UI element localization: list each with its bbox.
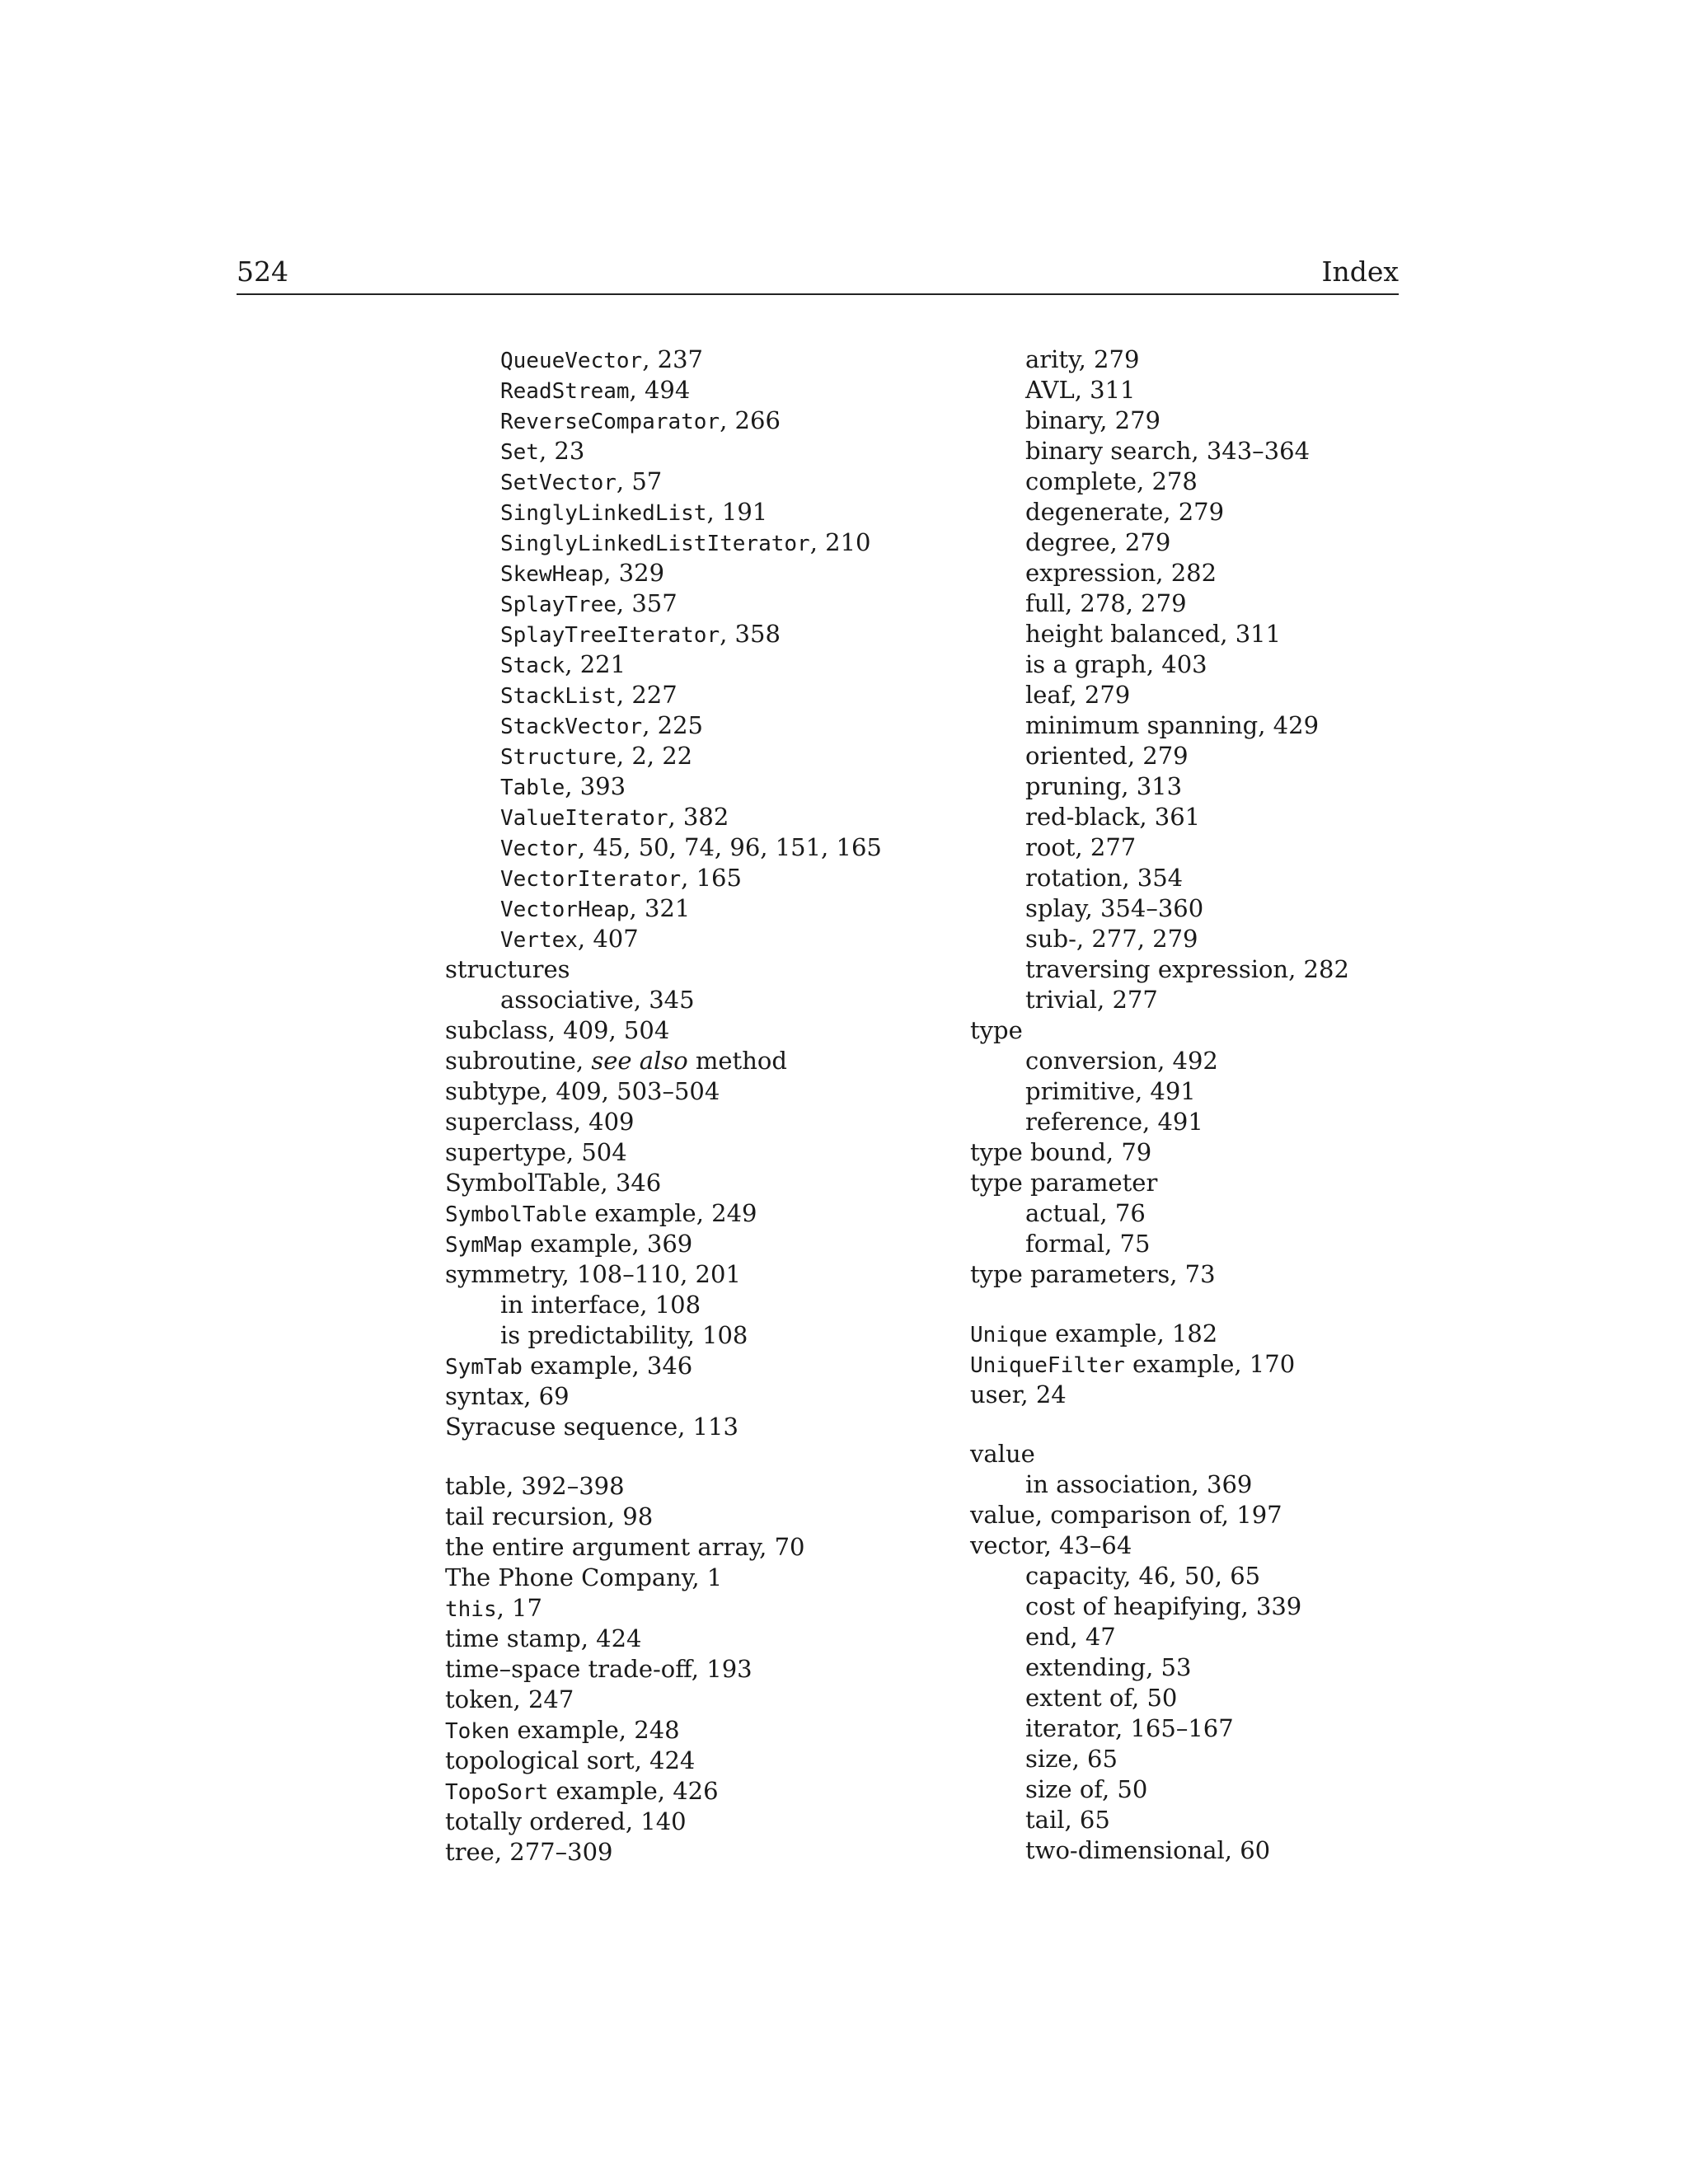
index-subentry — [970, 527, 1432, 558]
index-column-left — [445, 344, 956, 1868]
index-subentry — [445, 436, 956, 466]
code-term: ValueIterator — [500, 806, 668, 831]
code-term: Table — [500, 776, 565, 800]
index-entry — [970, 1500, 1432, 1530]
code-term: Stack — [500, 654, 565, 678]
index-subentry — [970, 649, 1432, 680]
index-subentry — [970, 710, 1432, 741]
index-entry — [445, 954, 956, 985]
entry-text: red-black, 361 — [1025, 803, 1201, 831]
index-subentry — [445, 832, 956, 863]
entry-text: pruning, 313 — [1025, 772, 1183, 800]
index-entry — [445, 1837, 956, 1868]
index-subentry — [970, 1805, 1432, 1835]
entry-text: tail recursion, 98 — [445, 1502, 654, 1530]
entry-text: root, 277 — [1025, 833, 1137, 861]
index-entry — [970, 1530, 1432, 1561]
index-column-right — [970, 344, 1432, 1866]
entry-text: cost of heapifying, 339 — [1025, 1592, 1302, 1620]
entry-text: type parameters, 73 — [970, 1260, 1216, 1288]
index-subentry — [445, 741, 956, 771]
index-subentry — [970, 405, 1432, 436]
code-term: VectorIterator — [500, 867, 682, 892]
index-subentry — [445, 985, 956, 1015]
index-entry — [445, 1471, 956, 1502]
index-subentry — [970, 1046, 1432, 1076]
entry-text: totally ordered, 140 — [445, 1807, 687, 1835]
code-term: QueueVector — [500, 349, 643, 373]
entry-text: example, 248 — [509, 1716, 680, 1744]
entry-text: size, 65 — [1025, 1745, 1118, 1773]
code-term: Unique — [970, 1323, 1048, 1347]
entry-text: , 165 — [681, 864, 742, 892]
index-entry — [445, 1593, 956, 1624]
entry-text: two-dimensional, 60 — [1025, 1836, 1271, 1864]
code-term: SymTab — [445, 1355, 523, 1380]
entry-text: , 266 — [720, 406, 781, 434]
entry-text: , 494 — [629, 376, 691, 404]
index-subentry — [970, 1835, 1432, 1866]
index-entry — [445, 1412, 956, 1442]
entry-text: syntax, 69 — [445, 1382, 570, 1410]
code-term: SkewHeap — [500, 562, 604, 587]
entry-text: arity, 279 — [1025, 345, 1140, 373]
entry-text: associative, 345 — [500, 986, 695, 1014]
index-subentry — [970, 1652, 1432, 1683]
index-entry — [445, 1168, 956, 1198]
index-subentry — [970, 1774, 1432, 1805]
index-subentry — [970, 619, 1432, 649]
page-header — [237, 247, 1399, 295]
code-term: SetVector — [500, 471, 617, 495]
entry-text: , 321 — [629, 894, 691, 922]
entry-text: symmetry, 108–110, 201 — [445, 1260, 741, 1288]
index-subentry — [970, 1229, 1432, 1259]
index-entry — [445, 1198, 956, 1229]
index-entry — [445, 1685, 956, 1715]
entry-text: subclass, 409, 504 — [445, 1016, 670, 1044]
entry-text: topological sort, 424 — [445, 1746, 696, 1774]
entry-text: user, 24 — [970, 1380, 1067, 1408]
entry-text: is a graph, 403 — [1025, 650, 1207, 678]
entry-text: is predictability, 108 — [500, 1321, 748, 1349]
entry-text: Syracuse sequence, 113 — [445, 1413, 738, 1441]
entry-text: , 23 — [538, 437, 585, 465]
index-entry — [970, 1349, 1432, 1380]
index-subentry — [970, 924, 1432, 954]
entry-text: , 237 — [642, 345, 703, 373]
index-subentry — [445, 863, 956, 893]
entry-text: method — [687, 1047, 787, 1075]
index-subentry — [445, 924, 956, 954]
entry-text: value — [970, 1440, 1035, 1468]
entry-text: binary search, 343–364 — [1025, 437, 1311, 465]
index-entry — [970, 1259, 1432, 1290]
index-entry — [970, 1015, 1432, 1046]
entry-text: , 225 — [642, 711, 703, 739]
entry-text: , 57 — [616, 467, 663, 495]
entry-text: , 221 — [565, 650, 626, 678]
entry-text: extent of, 50 — [1025, 1684, 1178, 1712]
entry-text: time stamp, 424 — [445, 1624, 642, 1652]
italic-text: see also — [591, 1047, 688, 1075]
index-subentry — [970, 1591, 1432, 1622]
index-entry — [445, 1563, 956, 1593]
entry-text: , 210 — [809, 528, 871, 556]
entry-text: example, 426 — [548, 1777, 719, 1805]
index-subentry — [970, 1622, 1432, 1652]
entry-text: sub-, 277, 279 — [1025, 925, 1198, 953]
index-subentry — [970, 741, 1432, 771]
entry-text: , 191 — [706, 498, 768, 526]
entry-text: subroutine, — [445, 1047, 592, 1075]
entry-text: example, 249 — [587, 1199, 757, 1227]
entry-text: type — [970, 1016, 1023, 1044]
index-subentry — [970, 1198, 1432, 1229]
entry-text: , 227 — [616, 681, 678, 709]
entry-text: , 45, 50, 74, 96, 151, 165 — [577, 833, 882, 861]
index-entry — [445, 1746, 956, 1776]
index-subentry — [445, 893, 956, 924]
entry-text: subtype, 409, 503–504 — [445, 1077, 720, 1105]
index-subentry — [970, 436, 1432, 466]
entry-text: full, 278, 279 — [1025, 589, 1187, 617]
index-subentry — [970, 954, 1432, 985]
code-term: Vertex — [500, 928, 578, 953]
index-entry — [445, 1107, 956, 1137]
entry-text: superclass, 409 — [445, 1108, 635, 1136]
index-subentry — [970, 375, 1432, 405]
index-subentry — [970, 1561, 1432, 1591]
code-term: UniqueFilter — [970, 1353, 1125, 1378]
entry-text: tree, 277–309 — [445, 1838, 613, 1866]
index-subentry — [970, 497, 1432, 527]
entry-text: iterator, 165–167 — [1025, 1714, 1234, 1742]
index-entry — [970, 1439, 1432, 1469]
index-entry — [970, 1168, 1432, 1198]
index-subentry — [970, 1469, 1432, 1500]
index-entry — [445, 1046, 956, 1076]
code-term: Vector — [500, 837, 578, 861]
index-subentry — [970, 832, 1432, 863]
index-subentry — [445, 375, 956, 405]
entry-text: , 2, 22 — [616, 742, 693, 770]
code-term: SinglyLinkedListIterator — [500, 532, 810, 556]
entry-text: , 393 — [565, 772, 626, 800]
entry-text: splay, 354–360 — [1025, 894, 1204, 922]
index-subentry — [445, 1290, 956, 1320]
running-title: Index — [1321, 255, 1399, 288]
entry-text: example, 182 — [1047, 1319, 1218, 1347]
entry-text: type parameter — [970, 1169, 1158, 1197]
index-entry — [445, 1502, 956, 1532]
entry-text: trivial, 277 — [1025, 986, 1158, 1014]
code-term: Structure — [500, 745, 617, 770]
index-subentry — [445, 405, 956, 436]
index-subentry — [445, 497, 956, 527]
entry-text: rotation, 354 — [1025, 864, 1184, 892]
entry-text: in association, 369 — [1025, 1470, 1253, 1498]
index-entry — [445, 1624, 956, 1654]
entry-text: , 407 — [577, 925, 639, 953]
index-subentry — [445, 680, 956, 710]
index-subentry — [445, 1320, 956, 1351]
code-term: Set — [500, 440, 539, 465]
entry-text: type bound, 79 — [970, 1138, 1152, 1166]
entry-text: capacity, 46, 50, 65 — [1025, 1562, 1261, 1590]
index-subentry — [970, 588, 1432, 619]
entry-text: , 357 — [616, 589, 678, 617]
entry-text: the entire argument array, 70 — [445, 1533, 805, 1561]
index-subentry — [445, 588, 956, 619]
entry-text: structures — [445, 955, 570, 983]
index-entry — [445, 1229, 956, 1259]
entry-text: minimum spanning, 429 — [1025, 711, 1320, 739]
index-subentry — [970, 1683, 1432, 1713]
index-subentry — [970, 558, 1432, 588]
entry-text: , 329 — [603, 559, 665, 587]
index-entry — [445, 1715, 956, 1746]
index-subentry — [970, 985, 1432, 1015]
index-entry — [445, 1807, 956, 1837]
entry-text: supertype, 504 — [445, 1138, 627, 1166]
entry-text: complete, 278 — [1025, 467, 1198, 495]
code-term: SplayTree — [500, 593, 617, 617]
index-entry — [970, 1319, 1432, 1349]
entry-text: end, 47 — [1025, 1623, 1116, 1651]
index-subentry — [970, 466, 1432, 497]
code-term: SinglyLinkedList — [500, 501, 707, 526]
index-subentry — [970, 893, 1432, 924]
index-subentry — [445, 802, 956, 832]
index-entry — [445, 1776, 956, 1807]
code-term: SymMap — [445, 1233, 523, 1258]
entry-text: degenerate, 279 — [1025, 498, 1225, 526]
index-entry — [970, 1137, 1432, 1168]
entry-text: AVL, 311 — [1025, 376, 1136, 404]
page-number: 524 — [237, 255, 288, 288]
code-term: SplayTreeIterator — [500, 623, 720, 648]
entry-text: reference, 491 — [1025, 1108, 1203, 1136]
entry-text: , 382 — [668, 803, 729, 831]
entry-text: oriented, 279 — [1025, 742, 1189, 770]
index-entry — [445, 1137, 956, 1168]
entry-text: expression, 282 — [1025, 559, 1217, 587]
index-subentry — [445, 771, 956, 802]
entry-text: traversing expression, 282 — [1025, 955, 1349, 983]
index-entry — [445, 1015, 956, 1046]
index-entry — [445, 1654, 956, 1685]
code-term: TopoSort — [445, 1780, 549, 1805]
entry-text: value, comparison of, 197 — [970, 1501, 1282, 1529]
code-term: StackVector — [500, 715, 643, 739]
entry-text: actual, 76 — [1025, 1199, 1146, 1227]
entry-text: time–space trade-off, 193 — [445, 1655, 753, 1683]
entry-text: , 358 — [720, 620, 781, 648]
code-term: Token — [445, 1719, 510, 1744]
entry-text: formal, 75 — [1025, 1230, 1151, 1258]
entry-text: binary, 279 — [1025, 406, 1160, 434]
entry-text: extending, 53 — [1025, 1653, 1192, 1681]
entry-text: primitive, 491 — [1025, 1077, 1196, 1105]
index-subentry — [445, 710, 956, 741]
index-subentry — [970, 802, 1432, 832]
index-entry — [445, 1381, 956, 1412]
entry-text: example, 369 — [522, 1230, 693, 1258]
index-subentry — [970, 1713, 1432, 1744]
index-subentry — [970, 1076, 1432, 1107]
entry-text: example, 346 — [522, 1352, 693, 1380]
index-entry — [970, 1380, 1432, 1410]
index-subentry — [970, 771, 1432, 802]
index-entry — [445, 1351, 956, 1381]
index-entry — [445, 1076, 956, 1107]
entry-text: degree, 279 — [1025, 528, 1171, 556]
entry-text: vector, 43–64 — [970, 1531, 1132, 1559]
index-subentry — [445, 466, 956, 497]
entry-text: token, 247 — [445, 1685, 574, 1713]
index-subentry — [970, 1744, 1432, 1774]
entry-text: The Phone Company, 1 — [445, 1563, 723, 1591]
index-entry — [445, 1532, 956, 1563]
entry-text: tail, 65 — [1025, 1806, 1110, 1834]
code-term: ReadStream — [500, 379, 630, 404]
entry-text: leaf, 279 — [1025, 681, 1131, 709]
index-subentry — [445, 527, 956, 558]
index-entry — [445, 1259, 956, 1290]
code-term: StackList — [500, 684, 617, 709]
entry-text: height balanced, 311 — [1025, 620, 1282, 648]
code-term: this — [445, 1597, 497, 1622]
code-term: VectorHeap — [500, 898, 630, 922]
index-subentry — [970, 863, 1432, 893]
entry-text: conversion, 492 — [1025, 1047, 1218, 1075]
entry-text: , 17 — [496, 1594, 542, 1622]
index-subentry — [970, 1107, 1432, 1137]
entry-text: size of, 50 — [1025, 1775, 1148, 1803]
entry-text: SymbolTable, 346 — [445, 1169, 662, 1197]
code-term: SymbolTable — [445, 1202, 588, 1227]
index-subentry — [445, 344, 956, 375]
index-subentry — [970, 680, 1432, 710]
entry-text: table, 392–398 — [445, 1472, 625, 1500]
index-subentry — [445, 649, 956, 680]
code-term: ReverseComparator — [500, 410, 720, 434]
index-subentry — [445, 619, 956, 649]
index-subentry — [445, 558, 956, 588]
entry-text: example, 170 — [1124, 1350, 1296, 1378]
entry-text: in interface, 108 — [500, 1291, 701, 1319]
index-subentry — [970, 344, 1432, 375]
